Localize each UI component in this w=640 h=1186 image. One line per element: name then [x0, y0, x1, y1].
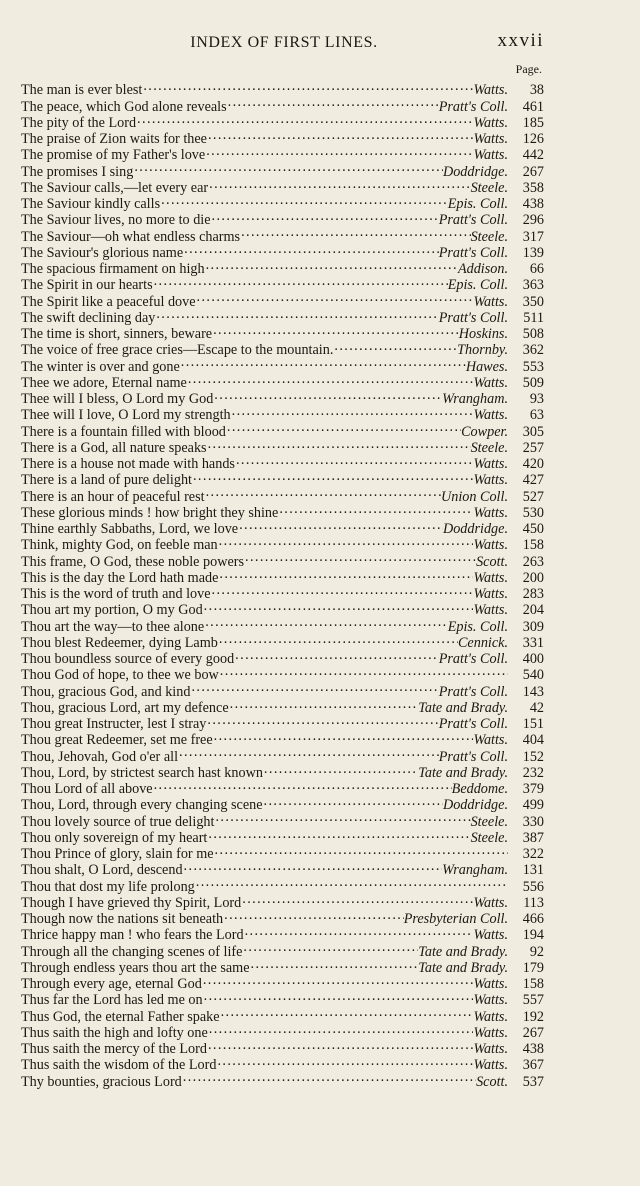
first-line: Thee will I bless, O Lord my God — [21, 391, 214, 407]
page-ref: 151 — [522, 716, 544, 732]
author-source: Scott. — [476, 553, 508, 570]
first-line: The Saviour's glorious name — [21, 244, 184, 261]
first-line: These glorious minds ! how bright they shine — [21, 504, 279, 521]
dot-leader — [208, 1021, 474, 1037]
author-source: Thornby. — [457, 342, 508, 359]
author-source: Pratt's Coll. — [438, 748, 508, 765]
page-ref: 257 — [522, 439, 544, 456]
dot-leader — [214, 809, 470, 825]
dot-leader — [218, 533, 474, 549]
page-ref: 179 — [522, 959, 544, 976]
dot-leader — [226, 419, 461, 435]
dot-leader — [240, 224, 471, 240]
index-entry — [21, 78, 544, 99]
page-ref: 557 — [522, 992, 544, 1009]
dot-leader — [203, 988, 474, 1004]
page-ref: 158 — [522, 976, 544, 992]
page-ref: 508 — [522, 326, 544, 342]
author-source: Tate and Brady. — [418, 943, 508, 960]
dot-leader — [133, 159, 443, 175]
author-source: Watts. — [473, 569, 508, 586]
author-source: Pratt's Coll. — [438, 212, 508, 229]
author-source: Watts. — [473, 732, 508, 749]
first-line: The Saviour—oh what endless charms — [21, 228, 241, 245]
page-ref: 263 — [522, 553, 544, 570]
author-source: Epis. Coll. — [447, 196, 508, 212]
first-line: The Saviour kindly calls — [21, 196, 161, 212]
dot-leader — [213, 387, 442, 403]
author-source: Watts. — [473, 992, 508, 1009]
author-source: Watts. — [473, 114, 508, 131]
page-ref: 379 — [522, 781, 544, 797]
author-source: Watts. — [473, 1008, 508, 1025]
dot-leader — [238, 517, 443, 533]
first-line: There is an hour of peaceful rest — [21, 488, 205, 505]
page-ref: 192 — [522, 1008, 544, 1025]
author-source: Addison. — [457, 261, 508, 277]
first-line: There is a God, all nature speaks — [21, 439, 207, 456]
page-ref: 267 — [522, 1024, 544, 1041]
first-line: Thus saith the high and lofty one — [21, 1024, 208, 1041]
dot-leader — [192, 468, 473, 484]
dot-leader — [223, 907, 404, 923]
page-ref: 527 — [522, 488, 544, 505]
first-line: Thee we adore, Eternal name — [21, 374, 187, 391]
first-line: Thou only sovereign of my heart — [21, 829, 208, 846]
first-line: Thou shalt, O Lord, descend — [21, 862, 183, 879]
author-source: Tate and Brady. — [418, 959, 508, 976]
dot-leader — [205, 257, 458, 273]
page-ref: 556 — [522, 878, 544, 895]
page-ref: 540 — [522, 667, 544, 684]
page-ref: 139 — [522, 244, 544, 261]
page-ref: 131 — [522, 862, 544, 879]
author-source: Doddridge. — [442, 797, 508, 814]
first-line: Thou, Jehovah, God o'er all — [21, 748, 179, 765]
first-line: The time is short, sinners, beware — [21, 326, 213, 342]
dot-leader — [278, 501, 473, 517]
author-source: Watts. — [473, 1057, 508, 1074]
dot-leader — [244, 549, 476, 565]
page-ref: 92 — [529, 943, 544, 960]
page-ref: 387 — [522, 829, 544, 846]
dot-leader — [178, 744, 439, 760]
first-line: The promises I sing — [21, 163, 134, 180]
dot-leader — [263, 761, 418, 777]
author-source: Watts. — [473, 456, 508, 472]
dot-leader — [183, 858, 443, 874]
dot-leader — [213, 728, 474, 744]
first-line: The Saviour calls,—let every ear — [21, 179, 209, 196]
dot-leader — [231, 403, 474, 419]
dot-leader — [263, 793, 443, 809]
author-source: Watts. — [473, 1024, 508, 1041]
author-source: Beddome. — [451, 781, 508, 797]
page-ref: 200 — [522, 569, 544, 586]
first-line: This frame, O God, these noble powers — [21, 553, 245, 570]
author-source: Pratt's Coll. — [438, 716, 508, 732]
first-line: Though now the nations sit beneath — [21, 911, 224, 927]
first-line: Thou great Redeemer, set me free — [21, 732, 213, 749]
first-line: Thou Prince of glory, slain for me — [21, 846, 214, 862]
author-source: Doddridge. — [442, 163, 508, 180]
dot-leader — [241, 891, 473, 907]
dot-leader — [205, 484, 441, 500]
page-ref: 317 — [522, 228, 544, 245]
first-line: Thrice happy man ! who fears the Lord — [21, 927, 244, 944]
author-source: Hawes. — [465, 358, 508, 375]
first-line: The winter is over and gone — [21, 358, 180, 375]
author-source: Steele. — [470, 179, 508, 196]
dot-leader — [142, 78, 473, 94]
page-ref: 442 — [522, 147, 544, 164]
dot-leader — [219, 663, 508, 679]
author-source: Watts. — [473, 472, 508, 489]
page-ref: 309 — [522, 618, 544, 635]
page-ref: 466 — [522, 911, 544, 927]
first-line: The Saviour lives, no more to die — [21, 212, 211, 229]
dot-leader — [208, 176, 470, 192]
page-ref: 553 — [522, 358, 544, 375]
page-ref: 283 — [522, 586, 544, 602]
dot-leader — [182, 1069, 476, 1085]
page-ref: 438 — [522, 196, 544, 212]
author-source: Watts. — [473, 131, 508, 147]
page-ref: 322 — [522, 846, 544, 862]
author-source: Tate and Brady. — [418, 764, 508, 781]
first-line: Think, mighty God, on feeble man — [21, 537, 218, 554]
author-source: Watts. — [473, 407, 508, 424]
author-source: Hoskins. — [458, 326, 508, 342]
author-source: Watts. — [473, 374, 508, 391]
author-source: Watts. — [473, 602, 508, 619]
page-ref: 350 — [522, 293, 544, 310]
page-ref: 438 — [522, 1041, 544, 1057]
first-line: Thou God of hope, to thee we bow — [21, 667, 219, 684]
index-entries — [21, 78, 544, 1090]
first-line: Thus saith the wisdom of the Lord — [21, 1057, 217, 1074]
first-line: Thou lovely source of true delight — [21, 813, 215, 830]
page-ref: 537 — [522, 1073, 544, 1090]
first-line: This is the word of truth and love — [21, 586, 211, 602]
page-ref: 143 — [522, 683, 544, 700]
dot-leader — [195, 874, 508, 890]
dot-leader — [183, 241, 439, 257]
author-source: Cowper. — [461, 423, 508, 440]
author-source: Watts. — [473, 537, 508, 554]
page-ref: 66 — [529, 261, 544, 277]
author-source: Watts. — [473, 1041, 508, 1057]
first-line: Thou great Instructer, lest I stray — [21, 716, 207, 732]
author-source: Steele. — [470, 228, 508, 245]
first-line: Thou, Lord, by strictest search hast known — [21, 764, 263, 781]
page-ref: 113 — [523, 894, 544, 911]
dot-leader — [207, 1037, 473, 1053]
first-line: Thou boundless source of every good — [21, 651, 235, 667]
dot-leader — [180, 354, 466, 370]
page-ref: 330 — [522, 813, 544, 830]
dot-leader — [234, 647, 439, 663]
page-ref: 461 — [522, 98, 544, 115]
author-source: Wrangham. — [442, 862, 508, 879]
first-line: Thee will I love, O Lord my strength — [21, 407, 231, 424]
page-ref: 509 — [522, 374, 544, 391]
dot-leader — [160, 192, 448, 208]
dot-leader — [190, 679, 438, 695]
first-line: There is a fountain filled with blood — [21, 423, 226, 440]
first-line: Thou art my portion, O my God — [21, 602, 203, 619]
page-ref: 530 — [522, 504, 544, 521]
dot-leader — [207, 826, 470, 842]
dot-leader — [207, 436, 471, 452]
dot-leader — [196, 289, 474, 305]
first-line: The peace, which God alone reveals — [21, 98, 227, 115]
dot-leader — [242, 939, 418, 955]
dot-leader — [214, 842, 508, 858]
author-source: Pratt's Coll. — [438, 651, 508, 667]
page-ref: 363 — [522, 277, 544, 294]
first-line: Thou that dost my life prolong — [21, 878, 195, 895]
first-line: Thou, Lord, through every changing scene — [21, 797, 263, 814]
dot-leader — [207, 127, 473, 143]
dot-leader — [235, 452, 473, 468]
page-title: INDEX OF FIRST LINES. — [190, 34, 378, 51]
author-source: Scott. — [476, 1073, 508, 1090]
author-source: Pratt's Coll. — [438, 98, 508, 115]
author-source: Wrangham. — [442, 391, 508, 407]
first-line: Thou, gracious Lord, art my defence — [21, 699, 229, 716]
page-ref: 400 — [522, 651, 544, 667]
author-source: Watts. — [473, 927, 508, 944]
page-ref: 126 — [522, 131, 544, 147]
first-line: Through all the changing scenes of life — [21, 943, 243, 960]
dot-leader — [211, 582, 474, 598]
author-source: Steele. — [470, 813, 508, 830]
author-source: Union Coll. — [440, 488, 508, 505]
page-ref: 267 — [522, 163, 544, 180]
author-source: Watts. — [473, 82, 508, 99]
page-ref: 331 — [522, 634, 544, 651]
page-ref: 185 — [522, 114, 544, 131]
page-ref: 450 — [522, 521, 544, 537]
page-ref: 63 — [529, 407, 544, 424]
author-source: Pratt's Coll. — [438, 683, 508, 700]
first-line: There is a house not made with hands — [21, 456, 235, 472]
author-source: Watts. — [473, 293, 508, 310]
first-line: The pity of the Lord — [21, 114, 137, 131]
page-ref: 499 — [522, 797, 544, 814]
first-line: The swift declining day — [21, 309, 156, 326]
author-source: Watts. — [473, 586, 508, 602]
first-line: Though I have grieved thy Spirit, Lord — [21, 894, 242, 911]
first-line: The Spirit like a peaceful dove — [21, 293, 196, 310]
first-line: Thus saith the mercy of the Lord — [21, 1041, 207, 1057]
page-ref: 296 — [522, 212, 544, 229]
dot-leader — [136, 111, 473, 127]
first-line: The praise of Zion waits for thee — [21, 131, 207, 147]
first-line: Thus God, the eternal Father spake — [21, 1008, 220, 1025]
first-line: There is a land of pure delight — [21, 472, 192, 489]
page-ref: 38 — [529, 82, 544, 99]
page-number: xxvii — [497, 30, 544, 51]
first-line: Thou blest Redeemer, dying Lamb — [21, 634, 218, 651]
dot-leader — [333, 338, 457, 354]
dot-leader — [218, 566, 473, 582]
page-column-heading: Page. — [515, 62, 542, 76]
page-ref: 42 — [529, 699, 544, 716]
first-line: This is the day the Lord hath made — [21, 569, 219, 586]
first-line: Thy bounties, gracious Lord — [21, 1073, 182, 1090]
dot-leader — [153, 273, 448, 289]
dot-leader — [218, 631, 458, 647]
dot-leader — [212, 322, 459, 338]
dot-leader — [229, 696, 419, 712]
first-line: The voice of free grace cries—Escape to the mountain. — [21, 342, 334, 359]
first-line: Thus far the Lord has led me on — [21, 992, 203, 1009]
dot-leader — [203, 598, 474, 614]
page-ref: 362 — [522, 342, 544, 359]
page-ref: 404 — [522, 732, 544, 749]
dot-leader — [205, 143, 473, 159]
author-source: Watts. — [473, 894, 508, 911]
first-line: The Spirit in our hearts — [21, 277, 153, 294]
page-ref: 305 — [522, 423, 544, 440]
first-line: Thou Lord of all above — [21, 781, 153, 797]
first-line: The promise of my Father's love — [21, 147, 206, 164]
page-ref: 427 — [522, 472, 544, 489]
first-line: The spacious firmament on high — [21, 261, 205, 277]
first-line: The man is ever blest — [21, 82, 143, 99]
page-ref: 204 — [522, 602, 544, 619]
page-ref: 511 — [523, 309, 544, 326]
author-source: Watts. — [473, 504, 508, 521]
dot-leader — [153, 777, 452, 793]
page-ref: 158 — [522, 537, 544, 554]
author-source: Watts. — [473, 976, 508, 992]
dot-leader — [216, 1053, 473, 1069]
dot-leader — [187, 371, 474, 387]
author-source: Cennick. — [457, 634, 508, 651]
author-source: Steele. — [470, 829, 508, 846]
author-source: Tate and Brady. — [418, 699, 508, 716]
dot-leader — [220, 1004, 474, 1020]
page-ref: 152 — [522, 748, 544, 765]
dot-leader — [204, 614, 447, 630]
page-ref: 367 — [522, 1057, 544, 1074]
page-ref: 93 — [529, 391, 544, 407]
author-source: Pratt's Coll. — [438, 309, 508, 326]
dot-leader — [227, 94, 439, 110]
author-source: Pratt's Coll. — [438, 244, 508, 261]
author-source: Doddridge. — [442, 521, 508, 537]
author-source: Epis. Coll. — [447, 277, 508, 294]
first-line: Through endless years thou art the same — [21, 959, 250, 976]
author-source: Presbyterian Coll. — [403, 911, 508, 927]
first-line: Thine earthly Sabbaths, Lord, we love — [21, 521, 239, 537]
first-line: Thou art the way—to thee alone — [21, 618, 205, 635]
author-source: Epis. Coll. — [447, 618, 508, 635]
author-source: Steele. — [470, 439, 508, 456]
page-ref: 420 — [522, 456, 544, 472]
first-line: Thou, gracious God, and kind — [21, 683, 191, 700]
dot-leader — [250, 956, 419, 972]
dot-leader — [211, 208, 439, 224]
dot-leader — [244, 923, 474, 939]
dot-leader — [155, 306, 438, 322]
first-line: Through every age, eternal God — [21, 976, 202, 992]
dot-leader — [206, 712, 438, 728]
page-ref: 358 — [522, 179, 544, 196]
page-ref: 194 — [522, 927, 544, 944]
author-source: Watts. — [473, 147, 508, 164]
page-ref: 232 — [522, 764, 544, 781]
dot-leader — [202, 972, 474, 988]
